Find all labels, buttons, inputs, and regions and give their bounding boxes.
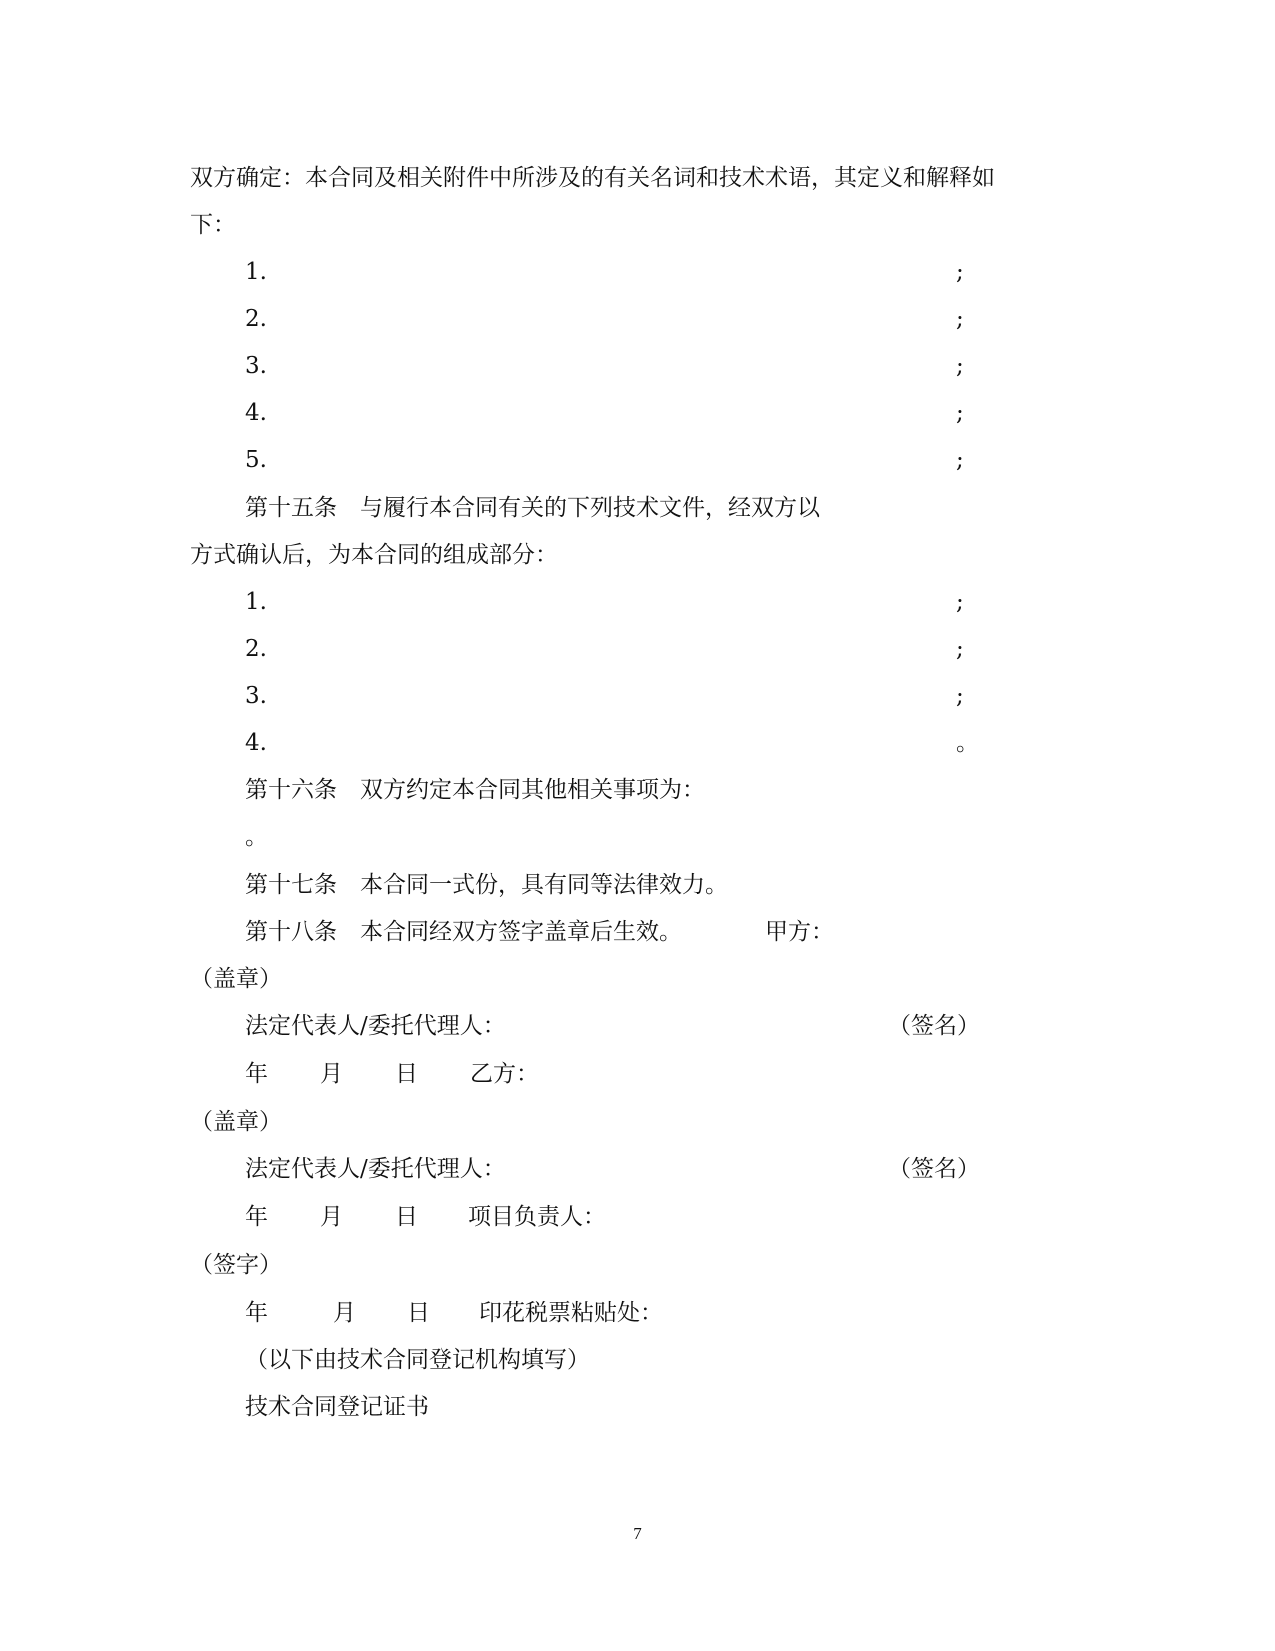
article-16: 第十六条 双方约定本合同其他相关事项为： [245, 777, 705, 803]
list-item-number: 5. [245, 447, 267, 473]
signature-label: （签名） [888, 1156, 980, 1182]
date-day: 日 [407, 1300, 430, 1326]
article-15-line-1: 第十五条 与履行本合同有关的下列技术文件，经双方以 [245, 495, 820, 521]
list-item-number: 4. [245, 730, 267, 756]
party-a-label: 甲方： [765, 919, 834, 945]
list-item-number: 1. [245, 259, 267, 285]
date-year: 年 [245, 1204, 268, 1230]
list-item-number: 2. [245, 636, 267, 662]
list-item-end: ; [956, 636, 964, 662]
date-day: 日 [395, 1204, 418, 1230]
definitions-line-2: 下： [190, 212, 236, 238]
list-item-number: 3. [245, 683, 267, 709]
article-15-line-2: 方式确认后，为本合同的组成部分： [190, 542, 558, 568]
date-year: 年 [245, 1300, 268, 1326]
list-item-number: 3. [245, 353, 267, 379]
list-item-end: 。 [956, 730, 979, 756]
definitions-line-1: 双方确定：本合同及相关附件中所涉及的有关名词和技术术语，其定义和解释如 [190, 165, 995, 191]
list-item-end: ; [956, 447, 964, 473]
seal-label: （盖章） [190, 966, 282, 992]
page-number: 7 [633, 1524, 642, 1543]
party-b-label: 乙方： [470, 1061, 539, 1087]
list-item-end: ; [956, 353, 964, 379]
article-17: 第十七条 本合同一式份，具有同等法律效力。 [245, 872, 728, 898]
representative-label: 法定代表人/委托代理人： [245, 1013, 506, 1039]
date-month: 月 [320, 1204, 343, 1230]
list-item-number: 1. [245, 589, 267, 615]
date-month: 月 [333, 1300, 356, 1326]
article-16-end: 。 [245, 824, 268, 850]
seal-label: （盖章） [190, 1109, 282, 1135]
list-item-end: ; [956, 589, 964, 615]
date-month: 月 [320, 1061, 343, 1087]
certificate-title: 技术合同登记证书 [245, 1394, 429, 1420]
stamp-place-label: 印花税票粘贴处： [479, 1300, 663, 1326]
representative-label: 法定代表人/委托代理人： [245, 1156, 506, 1182]
registry-note: （以下由技术合同登记机构填写） [245, 1347, 590, 1373]
list-item-number: 4. [245, 400, 267, 426]
date-year: 年 [245, 1061, 268, 1087]
list-item-end: ; [956, 259, 964, 285]
signature-label: （签字） [190, 1252, 282, 1278]
list-item-number: 2. [245, 306, 267, 332]
signature-label: （签名） [888, 1013, 980, 1039]
list-item-end: ; [956, 683, 964, 709]
list-item-end: ; [956, 306, 964, 332]
date-day: 日 [395, 1061, 418, 1087]
project-lead-label: 项目负责人： [468, 1204, 606, 1230]
article-18: 第十八条 本合同经双方签字盖章后生效。 [245, 919, 682, 945]
list-item-end: ; [956, 400, 964, 426]
